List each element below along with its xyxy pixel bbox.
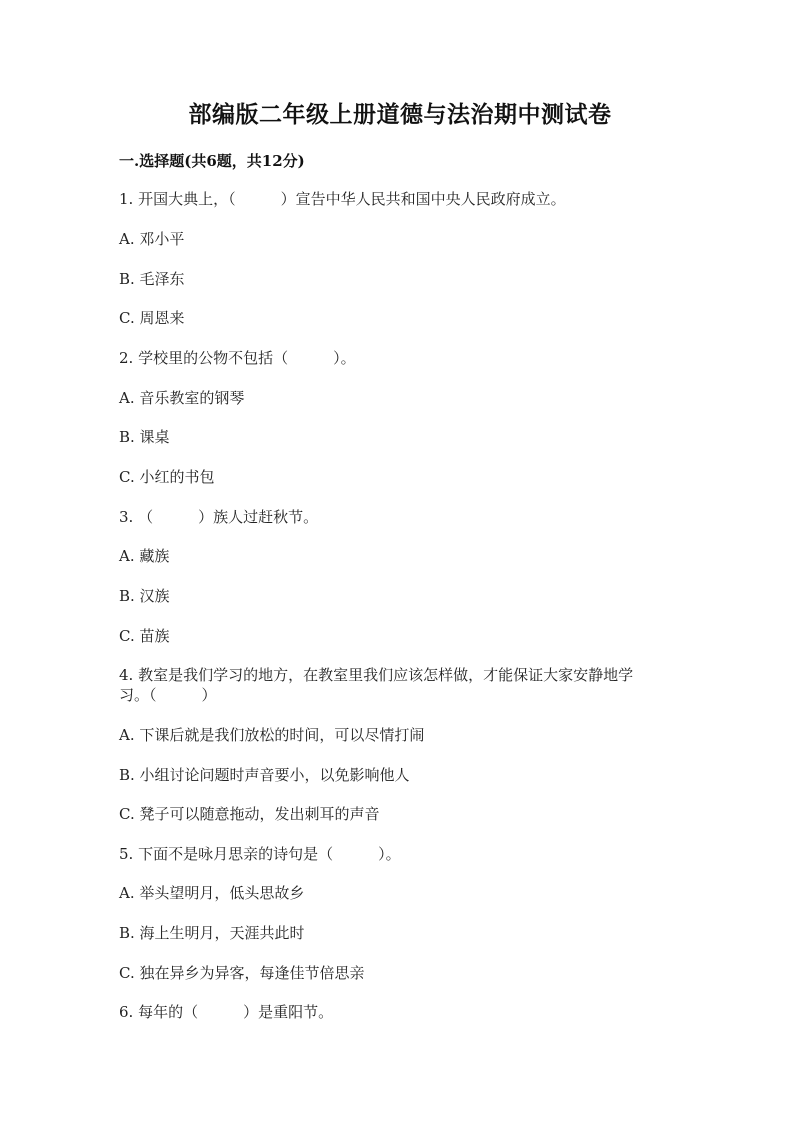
question-1-stem: 1. 开国大典上，（ ）宣告中华人民共和国中央人民政府成立。 <box>119 190 566 208</box>
page-title: 部编版二年级上册道德与法治期中测试卷 <box>188 101 612 128</box>
question-2-option-b: B. 课桌 <box>119 428 170 446</box>
question-4-option-a: A. 下课后就是我们放松的时间，可以尽情打闹 <box>119 726 425 744</box>
question-2-option-a: A. 音乐教室的钢琴 <box>119 389 245 407</box>
question-3-option-c: C. 苗族 <box>119 627 170 645</box>
question-5-option-c: C. 独在异乡为异客，每逢佳节倍思亲 <box>119 964 365 982</box>
question-2-option-c: C. 小红的书包 <box>119 468 215 486</box>
question-1-option-a: A. 邓小平 <box>119 230 185 248</box>
question-4-stem-line-2: 习。（ ） <box>119 686 217 704</box>
question-5-stem: 5. 下面不是咏月思亲的诗句是（ ）。 <box>119 845 401 863</box>
question-1-option-b: B. 毛泽东 <box>119 270 185 288</box>
question-1-option-c: C. 周恩来 <box>119 309 185 327</box>
question-5-option-a: A. 举头望明月，低头思故乡 <box>119 884 305 902</box>
question-4-option-c: C. 凳子可以随意拖动，发出刺耳的声音 <box>119 805 380 823</box>
question-5-option-b: B. 海上生明月，天涯共此时 <box>119 924 305 942</box>
question-4-option-b: B. 小组讨论问题时声音要小，以免影响他人 <box>119 766 410 784</box>
question-3-option-b: B. 汉族 <box>119 587 170 605</box>
question-2-stem: 2. 学校里的公物不包括（ ）。 <box>119 349 356 367</box>
question-6-stem: 6. 每年的（ ）是重阳节。 <box>119 1003 334 1021</box>
question-4-stem-line-1: 4. 教室是我们学习的地方，在教室里我们应该怎样做，才能保证大家安静地学 <box>119 666 634 684</box>
question-3-option-a: A. 藏族 <box>119 547 170 565</box>
question-3-stem: 3. （ ）族人过赶秋节。 <box>119 508 319 526</box>
section-heading: 一.选择题(共6题，共12分) <box>119 152 305 170</box>
